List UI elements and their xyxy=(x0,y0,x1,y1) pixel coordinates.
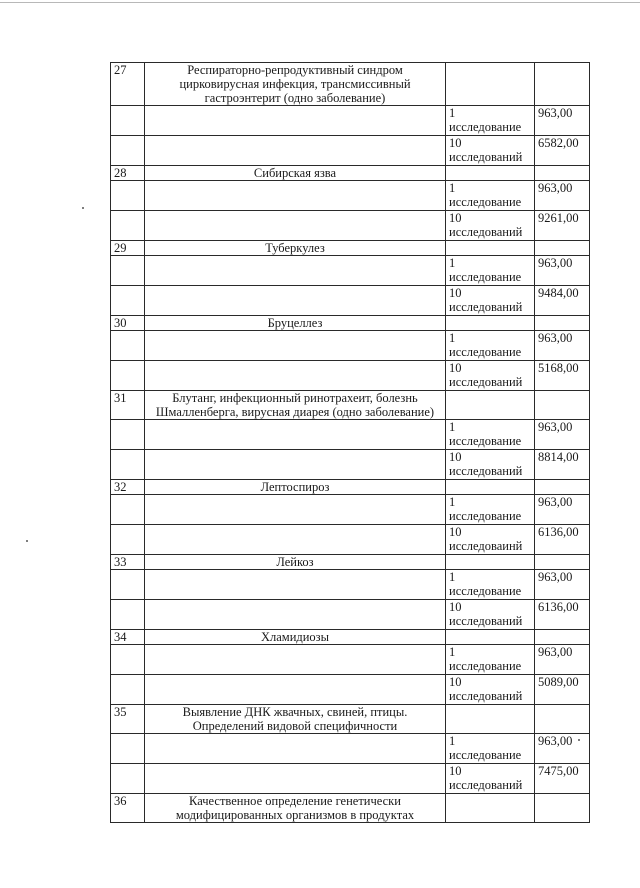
name-cell xyxy=(145,764,446,794)
unit-cell xyxy=(446,166,535,181)
number-cell xyxy=(111,181,145,211)
section-header-row xyxy=(111,316,590,331)
unit-cell xyxy=(446,391,535,420)
price-value: 6582,00 xyxy=(535,136,590,166)
section-title: Лейкоз xyxy=(145,555,446,570)
price-row xyxy=(111,106,590,136)
section-header-row xyxy=(111,630,590,645)
section-header-row xyxy=(111,166,590,181)
unit-cell xyxy=(446,211,535,241)
unit-cell xyxy=(446,570,535,600)
section-title: Качественное определение генетически модифицированных организмов в продуктах xyxy=(145,794,446,823)
study-count: 1 xyxy=(449,331,456,345)
name-cell xyxy=(145,181,446,211)
name-cell xyxy=(145,361,446,391)
study-unit: исследований xyxy=(449,225,523,239)
section-title: Лептоспироз xyxy=(145,480,446,495)
unit-cell xyxy=(446,480,535,495)
name-cell xyxy=(145,645,446,675)
number-cell xyxy=(111,106,145,136)
study-unit: исследование xyxy=(449,195,522,209)
study-unit: исследование xyxy=(449,509,522,523)
study-unit: исследований xyxy=(449,689,523,703)
study-unit: исследований xyxy=(449,614,523,628)
name-cell xyxy=(145,600,446,630)
unit-cell xyxy=(446,450,535,480)
number-cell xyxy=(111,764,145,794)
study-count: 10 xyxy=(449,211,462,225)
section-title: Бруцеллез xyxy=(145,316,446,331)
study-count: 1 xyxy=(449,495,456,509)
number-cell xyxy=(111,361,145,391)
price-value: 963,00 xyxy=(535,181,590,211)
section-title: Хламидиозы xyxy=(145,630,446,645)
price-cell xyxy=(535,705,590,734)
price-cell xyxy=(535,63,590,106)
section-title: Туберкулез xyxy=(145,241,446,256)
section-number: 32 xyxy=(111,480,145,495)
name-cell xyxy=(145,136,446,166)
number-cell xyxy=(111,136,145,166)
unit-cell xyxy=(446,600,535,630)
study-unit: исследований xyxy=(449,464,523,478)
price-cell xyxy=(535,555,590,570)
section-header-row xyxy=(111,705,590,734)
name-cell xyxy=(145,675,446,705)
study-count: 10 xyxy=(449,600,462,614)
price-row xyxy=(111,734,590,764)
unit-cell xyxy=(446,525,535,555)
unit-cell xyxy=(446,286,535,316)
price-cell xyxy=(535,794,590,823)
section-title: Выявление ДНК жвачных, свиней, птицы. Определений видовой специфичности xyxy=(145,705,446,734)
number-cell xyxy=(111,331,145,361)
price-value: 963,00 xyxy=(535,106,590,136)
study-count: 1 xyxy=(449,570,456,584)
section-header-row xyxy=(111,241,590,256)
study-unit: исследоваинй xyxy=(449,539,523,553)
section-header-row xyxy=(111,63,590,106)
price-row xyxy=(111,525,590,555)
study-unit: исследований xyxy=(449,150,523,164)
price-row xyxy=(111,675,590,705)
study-count: 10 xyxy=(449,361,462,375)
number-cell xyxy=(111,600,145,630)
study-count: 1 xyxy=(449,106,456,120)
price-value: 963,00 xyxy=(535,645,590,675)
study-count: 10 xyxy=(449,764,462,778)
unit-cell xyxy=(446,734,535,764)
study-unit: исследование xyxy=(449,345,522,359)
price-cell xyxy=(535,166,590,181)
study-unit: исследование xyxy=(449,434,522,448)
name-cell xyxy=(145,450,446,480)
study-unit: исследований xyxy=(449,375,523,389)
study-count: 10 xyxy=(449,136,462,150)
number-cell xyxy=(111,645,145,675)
study-count: 10 xyxy=(449,450,462,464)
number-cell xyxy=(111,495,145,525)
name-cell xyxy=(145,495,446,525)
scan-speck xyxy=(26,540,28,542)
price-value: 8814,00 xyxy=(535,450,590,480)
unit-cell xyxy=(446,181,535,211)
number-cell xyxy=(111,570,145,600)
price-row xyxy=(111,495,590,525)
unit-cell xyxy=(446,630,535,645)
unit-cell xyxy=(446,555,535,570)
number-cell xyxy=(111,675,145,705)
scan-top-rule xyxy=(0,2,640,3)
section-number: 31 xyxy=(111,391,145,420)
study-count: 1 xyxy=(449,256,456,270)
price-row xyxy=(111,331,590,361)
price-value: 9484,00 xyxy=(535,286,590,316)
number-cell xyxy=(111,450,145,480)
unit-cell xyxy=(446,420,535,450)
scan-speck xyxy=(82,207,84,209)
price-value: 963,00 xyxy=(535,734,590,764)
price-row xyxy=(111,136,590,166)
study-count: 1 xyxy=(449,181,456,195)
study-count: 10 xyxy=(449,286,462,300)
section-number: 36 xyxy=(111,794,145,823)
name-cell xyxy=(145,420,446,450)
section-header-row xyxy=(111,794,590,823)
study-unit: исследований xyxy=(449,778,523,792)
price-row xyxy=(111,764,590,794)
price-row xyxy=(111,181,590,211)
price-table xyxy=(110,62,590,823)
price-value: 6136,00 xyxy=(535,600,590,630)
unit-cell xyxy=(446,495,535,525)
price-row xyxy=(111,420,590,450)
price-value: 6136,00 xyxy=(535,525,590,555)
price-row xyxy=(111,256,590,286)
price-row xyxy=(111,600,590,630)
name-cell xyxy=(145,734,446,764)
section-header-row xyxy=(111,480,590,495)
number-cell xyxy=(111,420,145,450)
unit-cell xyxy=(446,331,535,361)
study-unit: исследование xyxy=(449,748,522,762)
section-number: 33 xyxy=(111,555,145,570)
price-cell xyxy=(535,391,590,420)
name-cell xyxy=(145,525,446,555)
price-row xyxy=(111,211,590,241)
study-unit: исследование xyxy=(449,270,522,284)
study-count: 10 xyxy=(449,525,462,539)
price-value: 963,00 xyxy=(535,570,590,600)
study-count: 1 xyxy=(449,645,456,659)
price-value: 963,00 xyxy=(535,331,590,361)
number-cell xyxy=(111,256,145,286)
section-title: Сибирская язва xyxy=(145,166,446,181)
name-cell xyxy=(145,570,446,600)
study-count: 1 xyxy=(449,420,456,434)
price-value: 5168,00 xyxy=(535,361,590,391)
study-count: 10 xyxy=(449,675,462,689)
study-unit: исследований xyxy=(449,300,523,314)
price-cell xyxy=(535,241,590,256)
study-unit: исследование xyxy=(449,120,522,134)
unit-cell xyxy=(446,675,535,705)
price-cell xyxy=(535,630,590,645)
section-title: Респираторно-репродуктивный синдром цирковирусная инфекция, трансмиссивный гастроэнтерит (одно заболевание) xyxy=(145,63,446,106)
price-value: 5089,00 xyxy=(535,675,590,705)
price-cell xyxy=(535,480,590,495)
name-cell xyxy=(145,106,446,136)
number-cell xyxy=(111,525,145,555)
section-header-row xyxy=(111,391,590,420)
price-value: 963,00 xyxy=(535,495,590,525)
unit-cell xyxy=(446,106,535,136)
price-value: 7475,00 xyxy=(535,764,590,794)
name-cell xyxy=(145,211,446,241)
unit-cell xyxy=(446,764,535,794)
unit-cell xyxy=(446,256,535,286)
price-value: 963,00 xyxy=(535,256,590,286)
number-cell xyxy=(111,286,145,316)
section-number: 30 xyxy=(111,316,145,331)
price-row xyxy=(111,286,590,316)
price-cell xyxy=(535,316,590,331)
unit-cell xyxy=(446,361,535,391)
unit-cell xyxy=(446,794,535,823)
section-header-row xyxy=(111,555,590,570)
name-cell xyxy=(145,286,446,316)
price-table-body xyxy=(111,63,590,823)
section-title: Блутанг, инфекционный ринотрахеит, болезнь Шмалленберга, вирусная диарея (одно заболевание) xyxy=(145,391,446,420)
name-cell xyxy=(145,256,446,286)
unit-cell xyxy=(446,705,535,734)
unit-cell xyxy=(446,241,535,256)
unit-cell xyxy=(446,136,535,166)
price-row xyxy=(111,450,590,480)
price-row xyxy=(111,645,590,675)
number-cell xyxy=(111,734,145,764)
section-number: 34 xyxy=(111,630,145,645)
unit-cell xyxy=(446,645,535,675)
section-number: 35 xyxy=(111,705,145,734)
number-cell xyxy=(111,211,145,241)
price-row xyxy=(111,361,590,391)
study-unit: исследование xyxy=(449,659,522,673)
unit-cell xyxy=(446,63,535,106)
price-value: 9261,00 xyxy=(535,211,590,241)
study-unit: исследование xyxy=(449,584,522,598)
study-count: 1 xyxy=(449,734,456,748)
price-row xyxy=(111,570,590,600)
section-number: 29 xyxy=(111,241,145,256)
unit-cell xyxy=(446,316,535,331)
name-cell xyxy=(145,331,446,361)
section-number: 27 xyxy=(111,63,145,106)
section-number: 28 xyxy=(111,166,145,181)
price-value: 963,00 xyxy=(535,420,590,450)
